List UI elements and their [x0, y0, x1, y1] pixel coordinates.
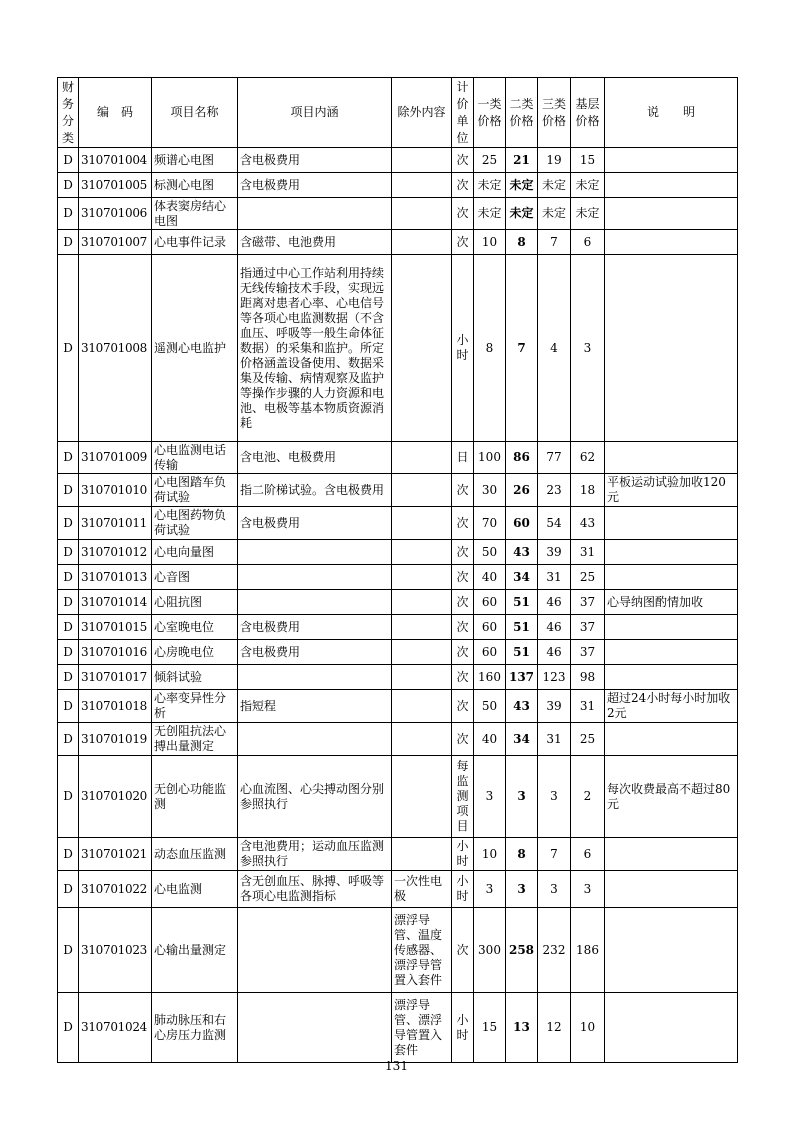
cell-price3: 46 — [538, 640, 571, 665]
table-row — [58, 442, 738, 474]
cell-price2: 3 — [506, 756, 538, 838]
cell-price4: 186 — [571, 908, 605, 993]
cell-exclude — [392, 838, 452, 871]
table-row — [58, 255, 738, 442]
cell-category: D — [58, 442, 79, 474]
cell-price2: 86 — [506, 442, 538, 474]
cell-note — [605, 723, 738, 756]
cell-name: 心电事件记录 — [152, 230, 238, 255]
cell-code: 310701014 — [79, 590, 152, 615]
cell-note — [605, 442, 738, 474]
cell-price4: 25 — [571, 565, 605, 590]
header-price2: 二类价格 — [506, 78, 538, 148]
cell-content — [238, 993, 392, 1063]
cell-name: 心电监测 — [152, 871, 238, 908]
cell-price3: 19 — [538, 148, 571, 173]
cell-unit: 次 — [452, 173, 474, 198]
cell-code: 310701016 — [79, 640, 152, 665]
cell-name: 心电图药物负荷试验 — [152, 507, 238, 540]
cell-exclude — [392, 640, 452, 665]
cell-price4: 37 — [571, 615, 605, 640]
cell-price1: 3 — [474, 756, 506, 838]
header-price1: 一类价格 — [474, 78, 506, 148]
cell-exclude — [392, 723, 452, 756]
cell-code: 310701015 — [79, 615, 152, 640]
cell-content: 含电极费用 — [238, 615, 392, 640]
header-note: 说 明 — [605, 78, 738, 148]
cell-category: D — [58, 640, 79, 665]
cell-unit: 次 — [452, 565, 474, 590]
table-row — [58, 838, 738, 871]
header-row — [58, 78, 738, 148]
cell-code: 310701020 — [79, 756, 152, 838]
cell-unit: 次 — [452, 665, 474, 690]
cell-price3: 未定 — [538, 173, 571, 198]
cell-code: 310701018 — [79, 690, 152, 723]
cell-price3: 39 — [538, 690, 571, 723]
cell-price2: 258 — [506, 908, 538, 993]
cell-price3: 77 — [538, 442, 571, 474]
cell-price3: 3 — [538, 756, 571, 838]
cell-price4: 18 — [571, 474, 605, 507]
cell-content — [238, 908, 392, 993]
cell-unit: 小时 — [452, 838, 474, 871]
cell-code: 310701010 — [79, 474, 152, 507]
price-table — [57, 77, 738, 1063]
header-name: 项目名称 — [152, 78, 238, 148]
cell-name: 心音图 — [152, 565, 238, 590]
cell-unit: 小时 — [452, 993, 474, 1063]
cell-exclude — [392, 198, 452, 230]
cell-price2: 8 — [506, 838, 538, 871]
cell-exclude — [392, 540, 452, 565]
header-price3: 三类价格 — [538, 78, 571, 148]
cell-name: 频谱心电图 — [152, 148, 238, 173]
cell-price4: 未定 — [571, 198, 605, 230]
cell-exclude — [392, 230, 452, 255]
cell-content — [238, 723, 392, 756]
cell-unit: 次 — [452, 690, 474, 723]
cell-price4: 6 — [571, 838, 605, 871]
cell-category: D — [58, 723, 79, 756]
cell-price2: 7 — [506, 255, 538, 442]
cell-code: 310701023 — [79, 908, 152, 993]
table-row — [58, 230, 738, 255]
cell-content — [238, 540, 392, 565]
cell-unit: 次 — [452, 148, 474, 173]
cell-price2: 34 — [506, 723, 538, 756]
cell-price2: 21 — [506, 148, 538, 173]
cell-price4: 3 — [571, 255, 605, 442]
cell-exclude: 一次性电极 — [392, 871, 452, 908]
cell-content: 含电极费用 — [238, 173, 392, 198]
cell-exclude — [392, 690, 452, 723]
cell-name: 无创心功能监测 — [152, 756, 238, 838]
cell-code: 310701013 — [79, 565, 152, 590]
cell-price1: 60 — [474, 590, 506, 615]
cell-price1: 未定 — [474, 198, 506, 230]
cell-category: D — [58, 255, 79, 442]
table-row — [58, 198, 738, 230]
table-row — [58, 474, 738, 507]
cell-note — [605, 838, 738, 871]
cell-content: 含磁带、电池费用 — [238, 230, 392, 255]
cell-price1: 40 — [474, 565, 506, 590]
cell-content: 指二阶梯试验。含电极费用 — [238, 474, 392, 507]
cell-price3: 12 — [538, 993, 571, 1063]
table-row — [58, 173, 738, 198]
cell-unit: 次 — [452, 230, 474, 255]
cell-price1: 100 — [474, 442, 506, 474]
cell-note — [605, 908, 738, 993]
cell-price1: 70 — [474, 507, 506, 540]
cell-price2: 43 — [506, 540, 538, 565]
cell-content — [238, 198, 392, 230]
cell-price4: 37 — [571, 590, 605, 615]
cell-price4: 3 — [571, 871, 605, 908]
cell-category: D — [58, 565, 79, 590]
cell-price2: 51 — [506, 590, 538, 615]
cell-price2: 26 — [506, 474, 538, 507]
cell-name: 心房晚电位 — [152, 640, 238, 665]
cell-price2: 51 — [506, 640, 538, 665]
cell-content: 含电池、电极费用 — [238, 442, 392, 474]
cell-note: 心导纳图酌情加收 — [605, 590, 738, 615]
cell-price1: 50 — [474, 540, 506, 565]
cell-category: D — [58, 993, 79, 1063]
cell-price2: 3 — [506, 871, 538, 908]
header-content: 项目内涵 — [238, 78, 392, 148]
cell-unit: 次 — [452, 540, 474, 565]
cell-unit: 次 — [452, 723, 474, 756]
cell-note — [605, 871, 738, 908]
header-exclude: 除外内容 — [392, 78, 452, 148]
cell-price3: 23 — [538, 474, 571, 507]
cell-price4: 31 — [571, 540, 605, 565]
cell-unit: 次 — [452, 640, 474, 665]
cell-code: 310701024 — [79, 993, 152, 1063]
cell-category: D — [58, 908, 79, 993]
table-row — [58, 756, 738, 838]
cell-price1: 60 — [474, 640, 506, 665]
cell-unit: 次 — [452, 908, 474, 993]
cell-price3: 54 — [538, 507, 571, 540]
cell-code: 310701011 — [79, 507, 152, 540]
cell-content: 含电极费用 — [238, 640, 392, 665]
cell-unit: 小时 — [452, 255, 474, 442]
cell-category: D — [58, 173, 79, 198]
cell-content: 指短程 — [238, 690, 392, 723]
cell-price2: 8 — [506, 230, 538, 255]
cell-name: 倾斜试验 — [152, 665, 238, 690]
cell-content — [238, 565, 392, 590]
cell-name: 动态血压监测 — [152, 838, 238, 871]
cell-price1: 60 — [474, 615, 506, 640]
table-row — [58, 615, 738, 640]
cell-content: 含电池费用；运动血压监测参照执行 — [238, 838, 392, 871]
cell-content: 心血流图、心尖搏动图分别参照执行 — [238, 756, 392, 838]
cell-category: D — [58, 507, 79, 540]
cell-code: 310701022 — [79, 871, 152, 908]
cell-price1: 25 — [474, 148, 506, 173]
cell-price4: 62 — [571, 442, 605, 474]
cell-price3: 31 — [538, 723, 571, 756]
table-row — [58, 690, 738, 723]
cell-name: 肺动脉压和右心房压力监测 — [152, 993, 238, 1063]
table-row — [58, 565, 738, 590]
cell-unit: 次 — [452, 590, 474, 615]
cell-category: D — [58, 615, 79, 640]
cell-price4: 37 — [571, 640, 605, 665]
cell-note — [605, 565, 738, 590]
cell-note — [605, 540, 738, 565]
table-row — [58, 908, 738, 993]
cell-content — [238, 590, 392, 615]
cell-price3: 3 — [538, 871, 571, 908]
cell-note — [605, 173, 738, 198]
cell-name: 标测心电图 — [152, 173, 238, 198]
cell-exclude: 漂浮导管、漂浮导管置入套件 — [392, 993, 452, 1063]
cell-note — [605, 615, 738, 640]
cell-category: D — [58, 540, 79, 565]
cell-category: D — [58, 690, 79, 723]
cell-content: 含电极费用 — [238, 507, 392, 540]
table-row — [58, 871, 738, 908]
cell-exclude — [392, 590, 452, 615]
cell-price3: 7 — [538, 838, 571, 871]
cell-note: 超过24小时每小时加收2元 — [605, 690, 738, 723]
cell-price3: 39 — [538, 540, 571, 565]
cell-exclude — [392, 148, 452, 173]
cell-note — [605, 230, 738, 255]
cell-code: 310701005 — [79, 173, 152, 198]
cell-price1: 未定 — [474, 173, 506, 198]
cell-price4: 6 — [571, 230, 605, 255]
cell-exclude — [392, 507, 452, 540]
cell-price1: 10 — [474, 230, 506, 255]
cell-category: D — [58, 590, 79, 615]
cell-exclude: 漂浮导管、温度传感器、漂浮导管置入套件 — [392, 908, 452, 993]
cell-name: 心输出量测定 — [152, 908, 238, 993]
cell-price3: 31 — [538, 565, 571, 590]
cell-unit: 次 — [452, 474, 474, 507]
cell-price2: 未定 — [506, 198, 538, 230]
cell-price3: 46 — [538, 590, 571, 615]
cell-price1: 3 — [474, 871, 506, 908]
cell-name: 心室晚电位 — [152, 615, 238, 640]
cell-name: 心电向量图 — [152, 540, 238, 565]
cell-name: 无创阻抗法心搏出量测定 — [152, 723, 238, 756]
cell-price1: 30 — [474, 474, 506, 507]
cell-unit: 每监测项目 — [452, 756, 474, 838]
cell-code: 310701008 — [79, 255, 152, 442]
cell-category: D — [58, 148, 79, 173]
cell-name: 心阻抗图 — [152, 590, 238, 615]
cell-note — [605, 665, 738, 690]
cell-price1: 10 — [474, 838, 506, 871]
cell-name: 体表窦房结心电图 — [152, 198, 238, 230]
header-unit: 计价单位 — [452, 78, 474, 148]
cell-exclude — [392, 565, 452, 590]
cell-exclude — [392, 665, 452, 690]
cell-price4: 15 — [571, 148, 605, 173]
cell-price3: 7 — [538, 230, 571, 255]
table-row — [58, 993, 738, 1063]
cell-content: 指通过中心工作站利用持续无线传输技术手段，实现远距离对患者心率、心电信号等各项心电监测数据（不含血压、呼吸等一般生命体征数据）的采集和监护。所定价格涵盖设备使用、数据采集及传输、病情观察及监护等操作步骤的人力资源和电池、电极等基本物质资源消耗 — [238, 255, 392, 442]
cell-unit: 小时 — [452, 871, 474, 908]
cell-exclude — [392, 615, 452, 640]
cell-name: 心电监测电话传输 — [152, 442, 238, 474]
cell-price3: 未定 — [538, 198, 571, 230]
cell-price4: 43 — [571, 507, 605, 540]
cell-price2: 34 — [506, 565, 538, 590]
cell-exclude — [392, 173, 452, 198]
cell-category: D — [58, 474, 79, 507]
header-code: 编 码 — [79, 78, 152, 148]
cell-price4: 25 — [571, 723, 605, 756]
page-number: 131 — [385, 1059, 408, 1073]
table-row — [58, 540, 738, 565]
header-category: 财务分类 — [58, 78, 79, 148]
cell-price2: 60 — [506, 507, 538, 540]
cell-price4: 10 — [571, 993, 605, 1063]
cell-code: 310701019 — [79, 723, 152, 756]
cell-price1: 160 — [474, 665, 506, 690]
cell-price2: 137 — [506, 665, 538, 690]
cell-unit: 日 — [452, 442, 474, 474]
cell-unit: 次 — [452, 507, 474, 540]
cell-unit: 次 — [452, 198, 474, 230]
cell-category: D — [58, 871, 79, 908]
cell-price4: 未定 — [571, 173, 605, 198]
cell-content — [238, 665, 392, 690]
cell-category: D — [58, 838, 79, 871]
cell-category: D — [58, 230, 79, 255]
cell-note — [605, 255, 738, 442]
cell-code: 310701021 — [79, 838, 152, 871]
cell-name: 心电图踏车负荷试验 — [152, 474, 238, 507]
cell-note — [605, 198, 738, 230]
cell-exclude — [392, 474, 452, 507]
cell-price2: 13 — [506, 993, 538, 1063]
cell-category: D — [58, 665, 79, 690]
cell-code: 310701012 — [79, 540, 152, 565]
cell-price3: 232 — [538, 908, 571, 993]
cell-content: 含无创血压、脉搏、呼吸等各项心电监测指标 — [238, 871, 392, 908]
cell-price2: 未定 — [506, 173, 538, 198]
cell-price3: 4 — [538, 255, 571, 442]
table-row — [58, 507, 738, 540]
cell-price1: 15 — [474, 993, 506, 1063]
table-row — [58, 665, 738, 690]
cell-price2: 43 — [506, 690, 538, 723]
cell-category: D — [58, 756, 79, 838]
cell-unit: 次 — [452, 615, 474, 640]
cell-note — [605, 507, 738, 540]
cell-price4: 2 — [571, 756, 605, 838]
cell-exclude — [392, 255, 452, 442]
cell-code: 310701017 — [79, 665, 152, 690]
cell-price1: 40 — [474, 723, 506, 756]
cell-note — [605, 640, 738, 665]
header-price4: 基层价格 — [571, 78, 605, 148]
table-row — [58, 723, 738, 756]
cell-price4: 98 — [571, 665, 605, 690]
table-row — [58, 590, 738, 615]
cell-note: 每次收费最高不超过80元 — [605, 756, 738, 838]
cell-note — [605, 993, 738, 1063]
cell-note: 平板运动试验加收120元 — [605, 474, 738, 507]
cell-price1: 50 — [474, 690, 506, 723]
cell-price1: 8 — [474, 255, 506, 442]
cell-content: 含电极费用 — [238, 148, 392, 173]
cell-code: 310701007 — [79, 230, 152, 255]
cell-name: 心率变异性分析 — [152, 690, 238, 723]
cell-code: 310701009 — [79, 442, 152, 474]
cell-exclude — [392, 756, 452, 838]
cell-note — [605, 148, 738, 173]
cell-price1: 300 — [474, 908, 506, 993]
cell-exclude — [392, 442, 452, 474]
cell-price3: 123 — [538, 665, 571, 690]
cell-category: D — [58, 198, 79, 230]
cell-price3: 46 — [538, 615, 571, 640]
cell-code: 310701004 — [79, 148, 152, 173]
cell-code: 310701006 — [79, 198, 152, 230]
table-row — [58, 640, 738, 665]
cell-price2: 51 — [506, 615, 538, 640]
table-row — [58, 148, 738, 173]
cell-price4: 31 — [571, 690, 605, 723]
cell-name: 遥测心电监护 — [152, 255, 238, 442]
